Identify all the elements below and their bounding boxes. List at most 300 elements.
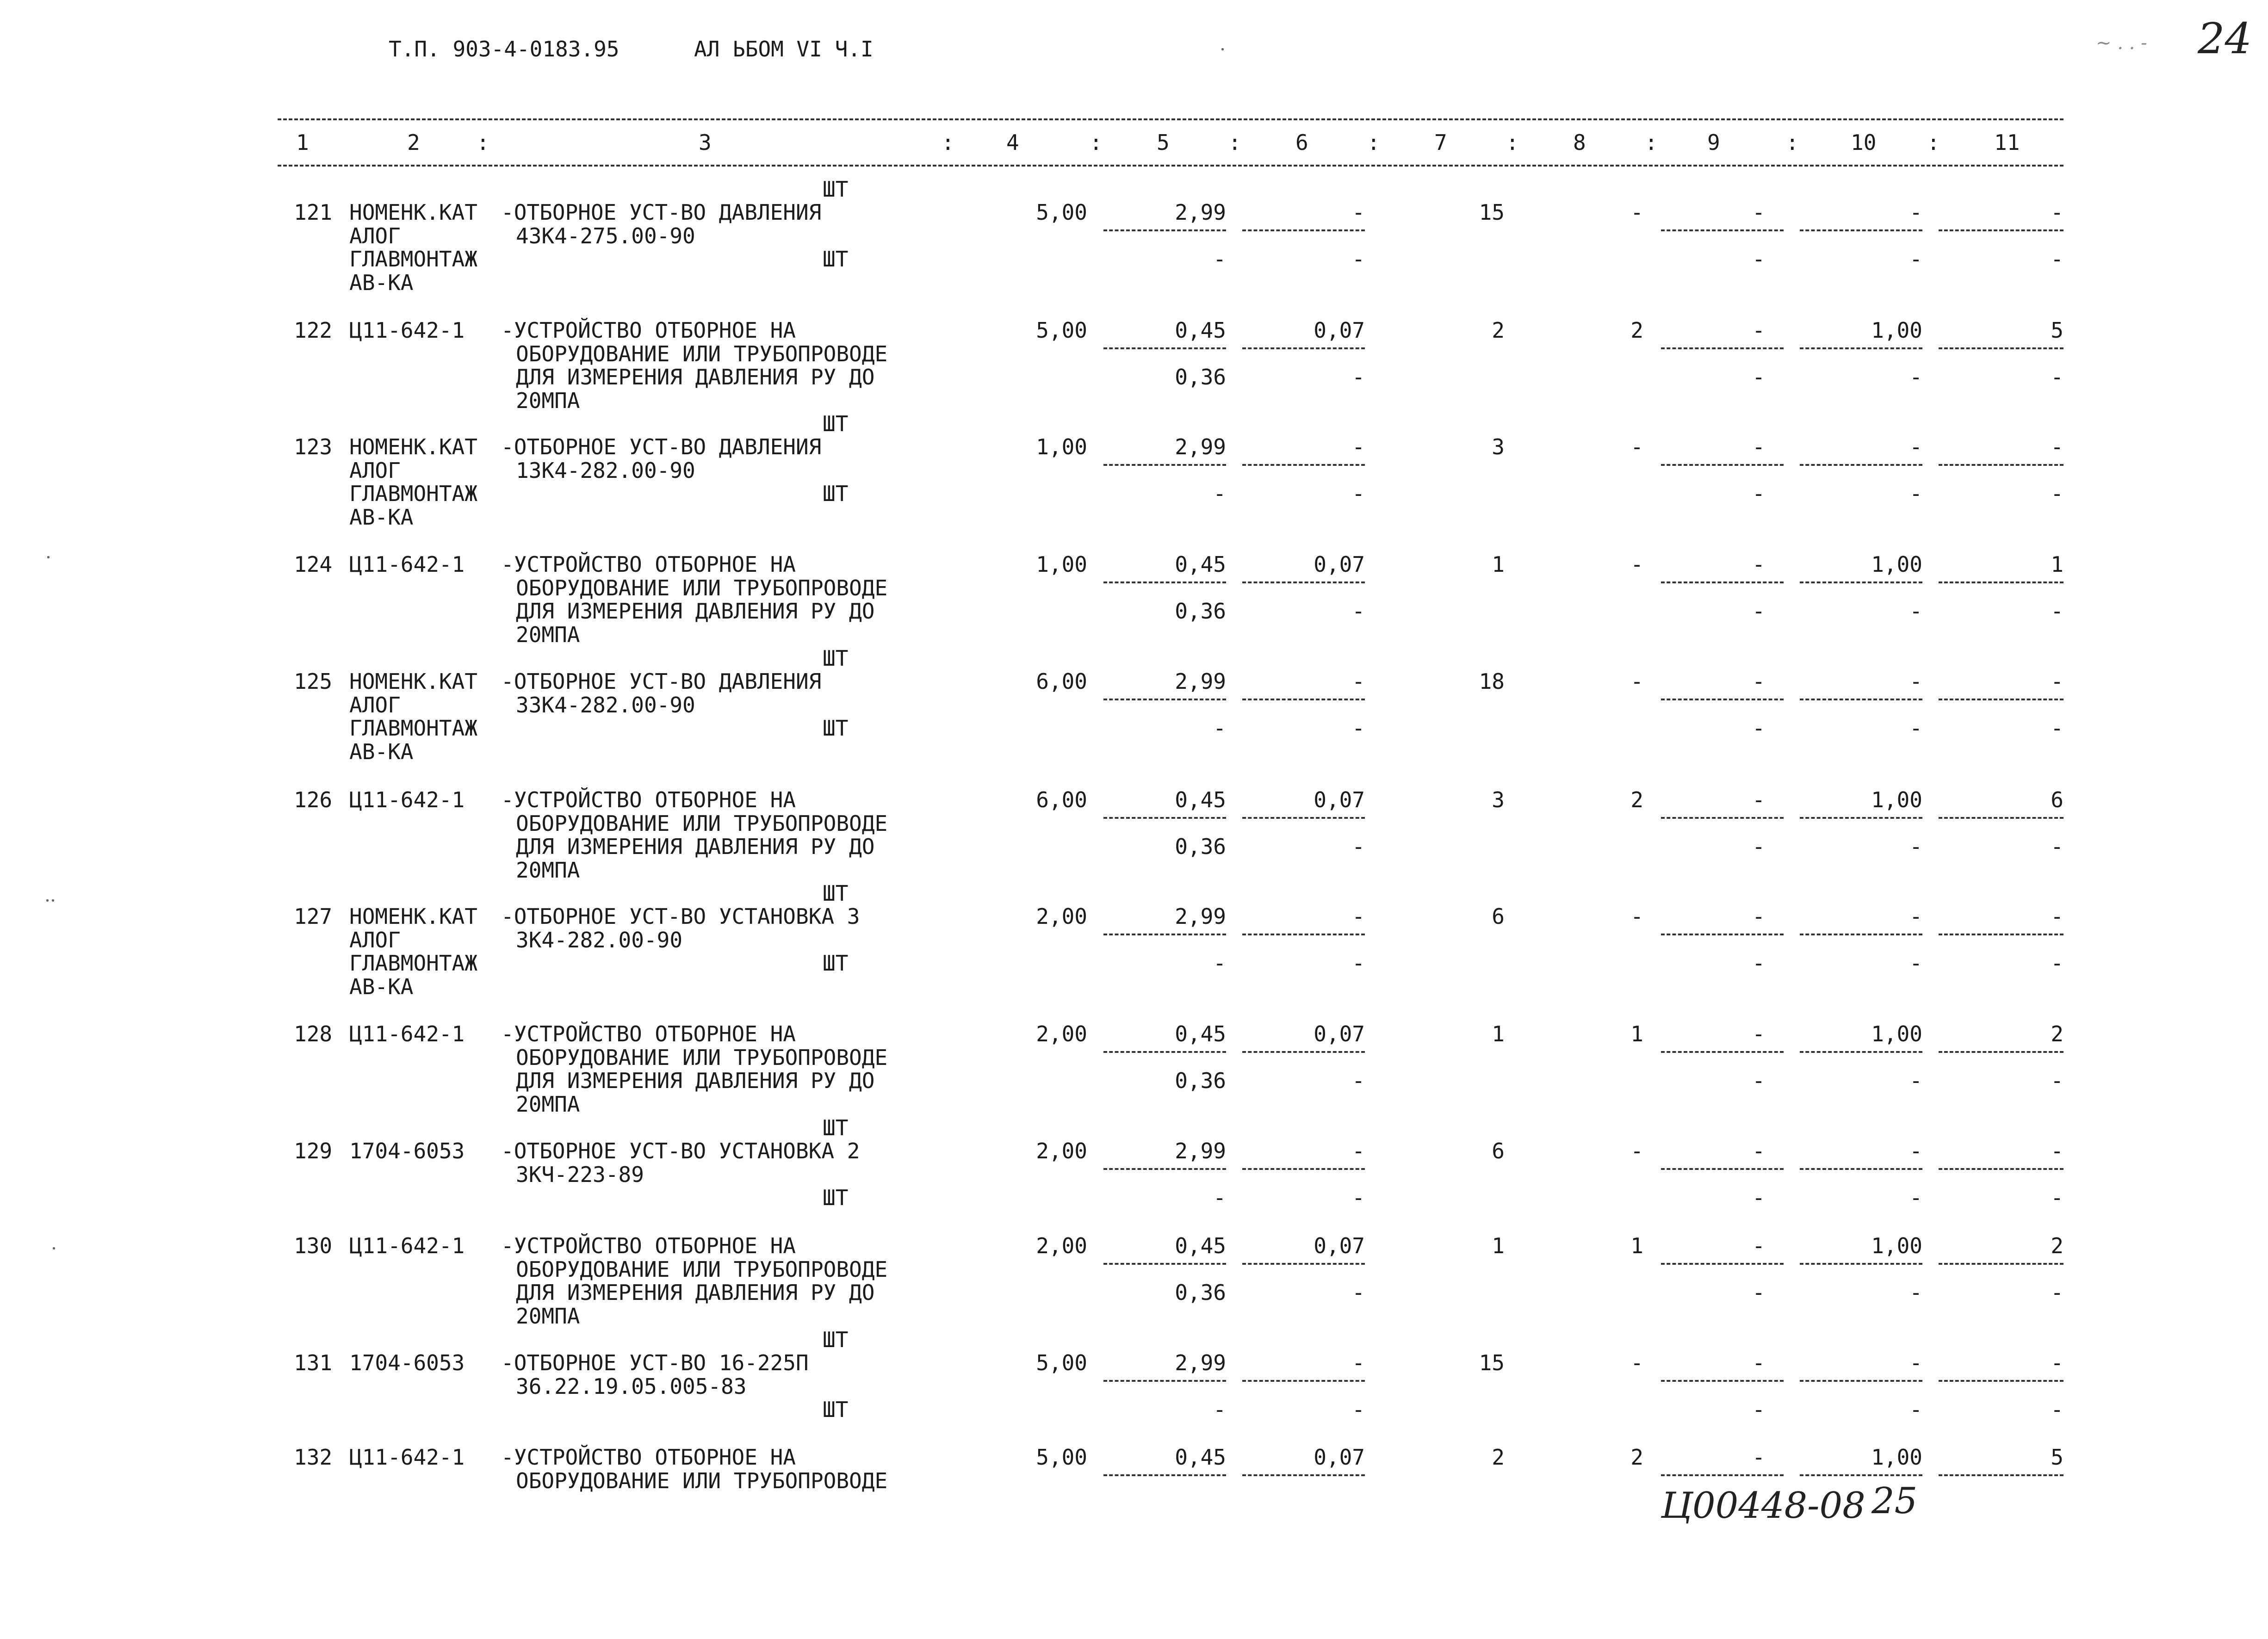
value-c10: 1,00 [1871,1233,1922,1258]
cell-divider [1103,1051,1226,1053]
value-c6-secondary: - [1352,834,1365,859]
cell-divider [1242,1168,1365,1170]
column-separator: : [477,130,490,155]
cell-divider [1939,347,2064,349]
value-c6-secondary: - [1352,716,1365,741]
value-c5-secondary: 0,36 [1175,834,1226,859]
value-c6: 0,07 [1314,1233,1365,1258]
item-description: -ОТБОРНОЕ УСТ-ВО 16-225П [501,1350,809,1375]
value-c5: 2,99 [1175,434,1226,459]
cell-divider [1939,229,2064,231]
value-c10: 1,00 [1871,787,1922,812]
value-c8: - [1630,1350,1643,1375]
value-c7: 6 [1492,904,1505,929]
item-code: Ц11-642-1 [349,318,465,343]
value-c9: - [1752,1138,1765,1163]
item-description: 36.22.19.05.005-83 [516,1373,747,1399]
item-description: 20МПА [516,1091,580,1117]
item-description: ОБОРУДОВАНИЕ ИЛИ ТРУБОПРОВОДЕ [516,341,888,366]
column-number: 8 [1573,130,1586,155]
cell-divider [1939,581,2064,583]
value-c7: 3 [1492,434,1505,459]
cell-divider [1800,699,1922,700]
value-c10-secondary: - [1909,481,1922,506]
value-c10-secondary: - [1909,834,1922,859]
cell-divider [1103,581,1226,583]
value-c4: 1,00 [1036,552,1087,577]
value-c5: 0,45 [1175,1445,1226,1470]
item-description: ДЛЯ ИЗМЕРЕНИЯ ДАВЛЕНИЯ РУ ДО [516,1068,875,1093]
column-separator: : [1786,130,1799,155]
item-description: -УСТРОЙСТВО ОТБОРНОЕ НА [501,1021,796,1046]
value-c9-secondary: - [1752,1185,1765,1210]
column-number: 3 [699,130,712,155]
cell-divider [1939,1380,2064,1382]
value-c10-secondary: - [1909,1397,1922,1422]
value-c11-secondary: - [2051,1185,2064,1210]
unit-label: ШТ [823,1397,849,1422]
value-c4: 6,00 [1036,787,1087,812]
value-c6: 0,07 [1314,552,1365,577]
value-c7: 18 [1479,669,1505,694]
cell-divider [1800,1168,1922,1170]
value-c7: 1 [1492,1021,1505,1046]
column-number: 6 [1295,130,1308,155]
item-description: -УСТРОЙСТВО ОТБОРНОЕ НА [501,1445,796,1470]
value-c5: 0,45 [1175,318,1226,343]
value-c5-secondary: - [1213,951,1226,976]
value-c4: 1,00 [1036,434,1087,459]
item-code: АЛОГ [349,692,401,717]
column-separator: : [1090,130,1103,155]
value-c8: 1 [1630,1233,1643,1258]
item-code: АВ-КА [349,504,414,530]
value-c11-secondary: - [2051,365,2064,390]
value-c6-secondary: - [1352,365,1365,390]
unit-label: ШТ [823,481,849,506]
value-c10: 1,00 [1871,1445,1922,1470]
value-c5-secondary: - [1213,481,1226,506]
value-c5: 0,45 [1175,1233,1226,1258]
cell-divider [1800,464,1922,466]
value-c5-secondary: 0,36 [1175,1280,1226,1305]
value-c6-secondary: - [1352,1397,1365,1422]
value-c7: 15 [1479,1350,1505,1375]
item-description: ОБОРУДОВАНИЕ ИЛИ ТРУБОПРОВОДЕ [516,810,888,836]
cell-divider [1103,934,1226,935]
cell-divider [1103,1168,1226,1170]
value-c6: 0,07 [1314,1021,1365,1046]
item-description: -ОТБОРНОЕ УСТ-ВО ДАВЛЕНИЯ [501,669,822,694]
cell-divider [1242,581,1365,583]
item-code: Ц11-642-1 [349,1445,465,1470]
value-c11: 6 [2051,787,2064,812]
item-description: ОБОРУДОВАНИЕ ИЛИ ТРУБОПРОВОДЕ [516,1256,888,1282]
scan-speck [47,556,50,558]
value-c8: 1 [1630,1021,1643,1046]
unit-label: ШТ [823,411,849,436]
item-description: 3К4-282.00-90 [516,927,683,952]
value-c10-secondary: - [1909,1185,1922,1210]
row-number: 131 [294,1350,333,1375]
value-c4: 6,00 [1036,669,1087,694]
value-c11-secondary: - [2051,481,2064,506]
value-c10-secondary: - [1909,365,1922,390]
value-c6: - [1352,1138,1365,1163]
value-c9-secondary: - [1752,599,1765,624]
value-c11-secondary: - [2051,1280,2064,1305]
item-code: ГЛАВМОНТАЖ [349,951,477,976]
value-c9-secondary: - [1752,1397,1765,1422]
column-separator: : [942,130,954,155]
cell-divider [1242,1474,1365,1476]
row-number: 129 [294,1138,333,1163]
value-c6: - [1352,669,1365,694]
cell-divider [1800,581,1922,583]
value-c6: - [1352,434,1365,459]
cell-divider [1103,347,1226,349]
value-c9-secondary: - [1752,1068,1765,1093]
unit-label: ШТ [823,1327,849,1352]
value-c9: - [1752,904,1765,929]
column-separator: : [1367,130,1380,155]
item-description: 20МПА [516,1303,580,1329]
value-c8: - [1630,434,1643,459]
value-c11-secondary: - [2051,834,2064,859]
item-code: Ц11-642-1 [349,1021,465,1046]
row-number: 124 [294,552,333,577]
value-c11-secondary: - [2051,247,2064,272]
item-description: -УСТРОЙСТВО ОТБОРНОЕ НА [501,552,796,577]
value-c4: 2,00 [1036,1233,1087,1258]
value-c5-secondary: - [1213,247,1226,272]
value-c8: 2 [1630,1445,1643,1470]
value-c5-secondary: 0,36 [1175,599,1226,624]
unit-label: ШТ [823,177,849,202]
item-description: -УСТРОЙСТВО ОТБОРНОЕ НА [501,1233,796,1258]
value-c10-secondary: - [1909,599,1922,624]
corner-scribble: ~ . . - [2096,32,2147,54]
value-c9-secondary: - [1752,951,1765,976]
value-c8: - [1630,200,1643,225]
value-c10: - [1909,669,1922,694]
value-c10: - [1909,1350,1922,1375]
cell-divider [1103,229,1226,231]
item-code: АЛОГ [349,223,401,248]
value-c9-secondary: - [1752,365,1765,390]
column-number: 9 [1707,130,1720,155]
value-c6-secondary: - [1352,1185,1365,1210]
item-description: ОБОРУДОВАНИЕ ИЛИ ТРУБОПРОВОДЕ [516,575,888,600]
scan-speck [53,1247,55,1249]
item-code: АВ-КА [349,270,414,295]
sheet-number: 25 [1871,1480,1918,1522]
item-description: -ОТБОРНОЕ УСТ-ВО ДАВЛЕНИЯ [501,200,822,225]
value-c5-secondary: 0,36 [1175,365,1226,390]
row-number: 121 [294,200,333,225]
item-description: 20МПА [516,857,580,883]
value-c7: 3 [1492,787,1505,812]
cell-divider [1103,699,1226,700]
item-code: НОМЕНК.КАТ [349,904,477,929]
scan-speck [1221,48,1224,50]
row-number: 128 [294,1021,333,1046]
cell-divider [1800,1263,1922,1265]
item-description: -УСТРОЙСТВО ОТБОРНОЕ НА [501,318,796,343]
value-c7: 6 [1492,1138,1505,1163]
value-c11: 5 [2051,1445,2064,1470]
value-c6-secondary: - [1352,1280,1365,1305]
value-c10-secondary: - [1909,1068,1922,1093]
column-separator: : [1927,130,1940,155]
value-c5: 2,99 [1175,200,1226,225]
unit-label: ШТ [823,1185,849,1210]
value-c5-secondary: - [1213,1397,1226,1422]
item-description: 33К4-282.00-90 [516,692,695,717]
cell-divider [1103,464,1226,466]
value-c4: 5,00 [1036,200,1087,225]
value-c5: 2,99 [1175,669,1226,694]
cell-divider [1661,464,1784,466]
item-description: ОБОРУДОВАНИЕ ИЛИ ТРУБОПРОВОДЕ [516,1045,888,1070]
row-number: 127 [294,904,333,929]
value-c9: - [1752,1350,1765,1375]
value-c11-secondary: - [2051,716,2064,741]
cell-divider [1661,934,1784,935]
item-description: ДЛЯ ИЗМЕРЕНИЯ ДАВЛЕНИЯ РУ ДО [516,834,875,859]
cell-divider [1800,1474,1922,1476]
value-c5: 0,45 [1175,552,1226,577]
cell-divider [1661,699,1784,700]
cell-divider [1939,817,2064,819]
value-c9-secondary: - [1752,834,1765,859]
cell-divider [1103,817,1226,819]
item-description: -ОТБОРНОЕ УСТ-ВО УСТАНОВКА 3 [501,904,860,929]
column-number: 5 [1157,130,1170,155]
value-c11: 2 [2051,1021,2064,1046]
value-c10: - [1909,434,1922,459]
cell-divider [1939,1168,2064,1170]
value-c11: - [2051,669,2064,694]
value-c11-secondary: - [2051,1068,2064,1093]
item-description: ДЛЯ ИЗМЕРЕНИЯ ДАВЛЕНИЯ РУ ДО [516,365,875,390]
value-c7: 15 [1479,200,1505,225]
value-c10: - [1909,904,1922,929]
value-c9: - [1752,1021,1765,1046]
column-separator: : [1228,130,1241,155]
value-c4: 5,00 [1036,1350,1087,1375]
value-c4: 5,00 [1036,318,1087,343]
value-c10-secondary: - [1909,951,1922,976]
column-number: 11 [1994,130,2020,155]
doc-code: Т.П. 903-4-0183.95 [389,37,620,62]
cell-divider [1103,1380,1226,1382]
value-c5-secondary: - [1213,716,1226,741]
value-c6-secondary: - [1352,481,1365,506]
value-c10: - [1909,1138,1922,1163]
cell-divider [1242,817,1365,819]
value-c9-secondary: - [1752,716,1765,741]
value-c6: - [1352,904,1365,929]
value-c4: 2,00 [1036,904,1087,929]
item-code: АЛОГ [349,927,401,952]
cell-divider [1800,347,1922,349]
value-c8: - [1630,904,1643,929]
cell-divider [1800,1051,1922,1053]
value-c4: 5,00 [1036,1445,1087,1470]
value-c7: 2 [1492,318,1505,343]
album-label: АЛ ЬБОМ VI Ч.I [694,37,874,62]
value-c10-secondary: - [1909,247,1922,272]
cell-divider [1939,699,2064,700]
cell-divider [1939,1474,2064,1476]
value-c9: - [1752,1445,1765,1470]
value-c9-secondary: - [1752,481,1765,506]
value-c6: 0,07 [1314,787,1365,812]
value-c6: - [1352,200,1365,225]
value-c11: - [2051,1138,2064,1163]
unit-label: ШТ [823,1115,849,1140]
item-description: ДЛЯ ИЗМЕРЕНИЯ ДАВЛЕНИЯ РУ ДО [516,1280,875,1305]
value-c8: - [1630,552,1643,577]
cell-divider [1242,464,1365,466]
unit-label: ШТ [823,247,849,272]
cell-divider [1661,1474,1784,1476]
item-code: ГЛАВМОНТАЖ [349,716,477,741]
value-c11-secondary: - [2051,1397,2064,1422]
cell-divider [1939,1263,2064,1265]
value-c10: 1,00 [1871,318,1922,343]
value-c7: 1 [1492,552,1505,577]
value-c6-secondary: - [1352,951,1365,976]
value-c6-secondary: - [1352,1068,1365,1093]
value-c11: 2 [2051,1233,2064,1258]
header-rule-top [278,118,2064,120]
value-c10-secondary: - [1909,1280,1922,1305]
cell-divider [1939,1051,2064,1053]
value-c7: 2 [1492,1445,1505,1470]
item-description: 3КЧ-223-89 [516,1162,644,1187]
value-c10: 1,00 [1871,552,1922,577]
value-c9: - [1752,787,1765,812]
item-code: 1704-6053 [349,1350,465,1375]
value-c5: 2,99 [1175,1138,1226,1163]
value-c9: - [1752,200,1765,225]
value-c11-secondary: - [2051,951,2064,976]
unit-label: ШТ [823,646,849,671]
item-code: НОМЕНК.КАТ [349,669,477,694]
header-rule-bottom [278,165,2064,167]
value-c6-secondary: - [1352,247,1365,272]
column-separator: : [1645,130,1658,155]
value-c11: - [2051,1350,2064,1375]
value-c5: 0,45 [1175,787,1226,812]
item-description: ОБОРУДОВАНИЕ ИЛИ ТРУБОПРОВОДЕ [516,1468,888,1493]
item-description: 20МПА [516,622,580,647]
cell-divider [1242,229,1365,231]
item-description: 43К4-275.00-90 [516,223,695,248]
column-number: 4 [1006,130,1019,155]
value-c8: 2 [1630,318,1643,343]
item-description: -ОТБОРНОЕ УСТ-ВО УСТАНОВКА 2 [501,1138,860,1163]
row-number: 122 [294,318,333,343]
unit-label: ШТ [823,881,849,906]
value-c10-secondary: - [1909,716,1922,741]
cell-divider [1800,229,1922,231]
value-c9: - [1752,1233,1765,1258]
value-c8: - [1630,1138,1643,1163]
item-code: ГЛАВМОНТАЖ [349,481,477,506]
column-number: 1 [296,130,309,155]
value-c9: - [1752,318,1765,343]
cell-divider [1103,1263,1226,1265]
cell-divider [1661,229,1784,231]
scan-speck [52,899,54,902]
value-c6: 0,07 [1314,1445,1365,1470]
value-c4: 2,00 [1036,1138,1087,1163]
value-c5: 0,45 [1175,1021,1226,1046]
cell-divider [1800,817,1922,819]
row-number: 132 [294,1445,333,1470]
cell-divider [1242,699,1365,700]
value-c5-secondary: - [1213,1185,1226,1210]
value-c8: - [1630,669,1643,694]
cell-divider [1242,1380,1365,1382]
column-number: 2 [407,130,420,155]
item-code: Ц11-642-1 [349,1233,465,1258]
value-c9: - [1752,434,1765,459]
unit-label: ШТ [823,951,849,976]
row-number: 126 [294,787,333,812]
value-c6-secondary: - [1352,599,1365,624]
column-number: 10 [1851,130,1877,155]
item-description: ДЛЯ ИЗМЕРЕНИЯ ДАВЛЕНИЯ РУ ДО [516,599,875,624]
item-code: 1704-6053 [349,1138,465,1163]
unit-label: ШТ [823,716,849,741]
item-code: НОМЕНК.КАТ [349,434,477,459]
item-description: -УСТРОЙСТВО ОТБОРНОЕ НА [501,787,796,812]
value-c4: 2,00 [1036,1021,1087,1046]
value-c11-secondary: - [2051,599,2064,624]
cell-divider [1939,934,2064,935]
cell-divider [1242,934,1365,935]
item-code: АЛОГ [349,458,401,483]
value-c8: 2 [1630,787,1643,812]
column-number: 7 [1434,130,1447,155]
cell-divider [1661,1263,1784,1265]
cell-divider [1242,1263,1365,1265]
value-c9-secondary: - [1752,247,1765,272]
page-number: 24 [2198,14,2252,63]
item-code: ГЛАВМОНТАЖ [349,247,477,272]
value-c11: - [2051,200,2064,225]
value-c10: 1,00 [1871,1021,1922,1046]
scan-speck [46,899,49,902]
item-description: 20МПА [516,388,580,413]
item-code: АВ-КА [349,739,414,764]
cell-divider [1242,1051,1365,1053]
cell-divider [1800,934,1922,935]
cell-divider [1661,1051,1784,1053]
value-c5-secondary: 0,36 [1175,1068,1226,1093]
value-c11: 1 [2051,552,2064,577]
value-c5: 2,99 [1175,1350,1226,1375]
row-number: 123 [294,434,333,459]
value-c9: - [1752,552,1765,577]
column-separator: : [1506,130,1519,155]
value-c11: - [2051,904,2064,929]
cell-divider [1103,1474,1226,1476]
